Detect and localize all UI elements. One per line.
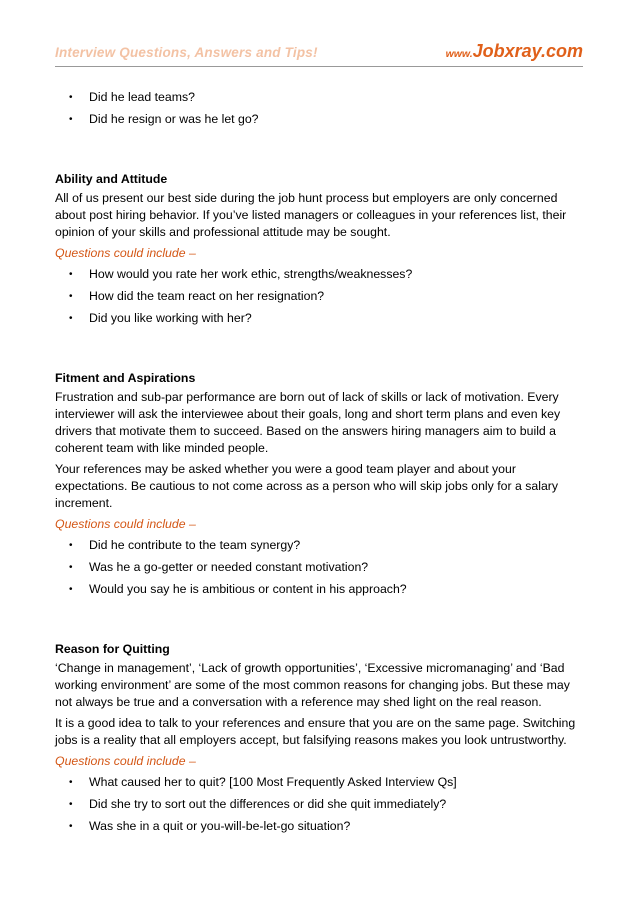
bullet-icon: • [69, 562, 73, 573]
bullet-icon: • [69, 777, 73, 788]
list-item: • Would you say he is ambitious or content in his approach? [69, 582, 407, 596]
section-fitment-aspirations [55, 370, 583, 598]
bullet-icon: • [69, 114, 73, 125]
list-item: • Did she try to sort out the differences or did she quit immediately? [69, 797, 447, 811]
header-www: www. [445, 48, 473, 60]
bullet-icon: • [69, 799, 73, 810]
section-title: Fitment and Aspirations [55, 371, 196, 385]
questions-lead: Questions could include – [55, 246, 196, 260]
questions-lead: Questions could include – [55, 754, 196, 768]
header-divider [55, 66, 583, 67]
header-site-name: Jobxray.com [472, 41, 583, 61]
document-body [55, 89, 583, 840]
question-list [55, 774, 583, 835]
question-list [55, 537, 583, 598]
list-item: • Was she in a quit or you-will-be-let-go situation? [69, 819, 351, 833]
list-item: • Was he a go-getter or needed constant motivation? [69, 560, 369, 574]
bullet-icon: • [69, 269, 73, 280]
paragraph: It is a good idea to talk to your references and ensure that you are on the same page. Switching jobs is a reality that all employers accept, but falsifying reasons makes you look untrustworthy. [55, 716, 576, 747]
paragraph: Frustration and sub-par performance are born out of lack of skills or lack of motivation. Every interviewer will ask the interviewee about their goals, long and short term plans and even key drivers that motivate them to succeed. Based on the answers hiring managers aim to build a coherent team with like minded people. [55, 390, 561, 455]
bullet-icon: • [69, 540, 73, 551]
section-title: Ability and Attitude [55, 172, 168, 186]
page-header [55, 40, 583, 62]
list-item: • How would you rate her work ethic, strengths/weaknesses? [69, 267, 413, 281]
section-ability-attitude [55, 171, 583, 327]
section-title: Reason for Quitting [55, 642, 170, 656]
intro-bullet-list [55, 89, 583, 128]
section-reason-quitting [55, 641, 583, 835]
list-item: • Did you like working with her? [69, 311, 252, 325]
list-item: • What caused her to quit? [100 Most Frequently Asked Interview Qs] [69, 775, 457, 789]
bullet-icon: • [69, 821, 73, 832]
list-item: • Did he lead teams? [69, 90, 195, 104]
bullet-icon: • [69, 313, 73, 324]
header-site-link[interactable] [446, 41, 583, 62]
paragraph: All of us present our best side during the job hunt process but employers are only concerned about post hiring behavior. If you’ve listed managers or colleagues in your references list, their opinion of your skills and professional attitude may be sought. [55, 191, 567, 239]
bullet-icon: • [69, 584, 73, 595]
question-list [55, 266, 583, 327]
list-item: • Did he resign or was he let go? [69, 112, 259, 126]
bullet-icon: • [69, 291, 73, 302]
paragraph: ‘Change in management’, ‘Lack of growth opportunities’, ‘Excessive micromanaging’ and ‘Bad working environment’ are some of the most common reasons for changing jobs. But these may not always be true and a conversation with a reference may shed light on the real reason. [55, 661, 570, 709]
list-item: • Did he contribute to the team synergy? [69, 538, 301, 552]
paragraph: Your references may be asked whether you were a good team player and about your expectations. Be cautious to not come across as a person who will skip jobs only for a salary increment. [55, 462, 559, 510]
header-tagline: Interview Questions, Answers and Tips! [55, 45, 318, 60]
bullet-icon: • [69, 92, 73, 103]
questions-lead: Questions could include – [55, 517, 196, 531]
list-item: • How did the team react on her resignation? [69, 289, 325, 303]
